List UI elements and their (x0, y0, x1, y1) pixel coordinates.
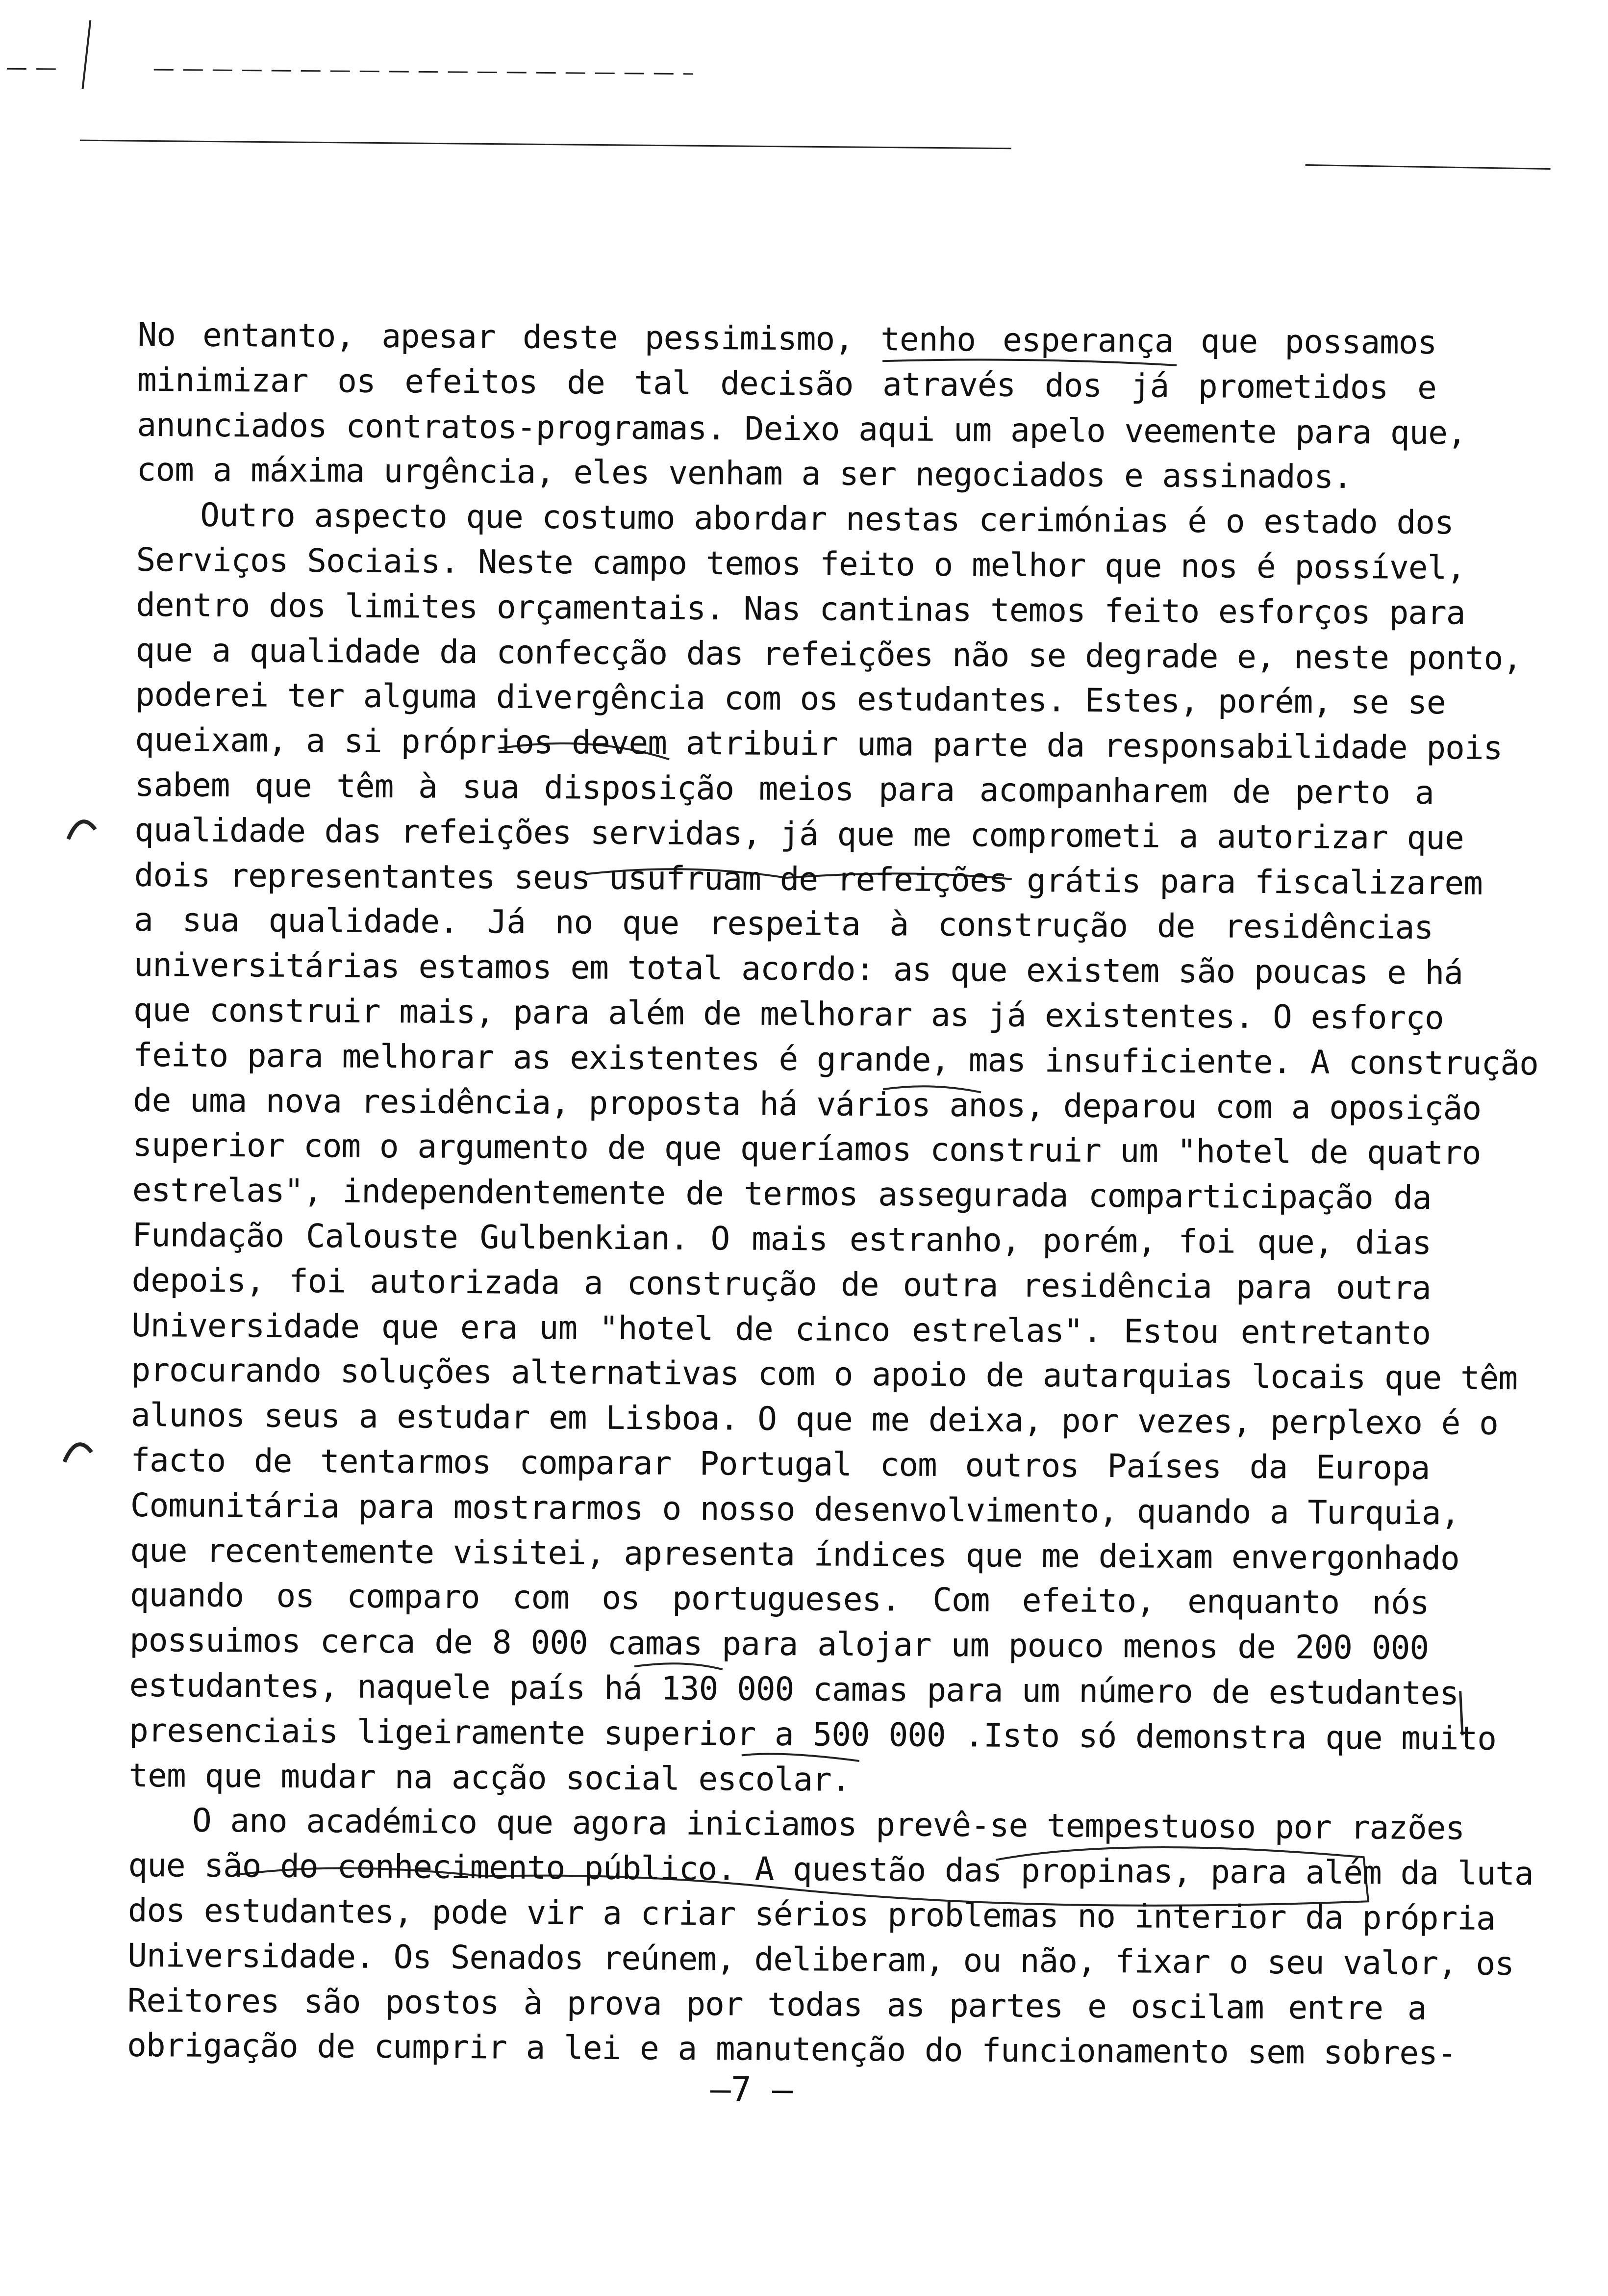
text-line: Universidade que era um "hotel de cinco estrelas". Estou entretanto (131, 1306, 1431, 1352)
text-line: estudantes, naquele país há 130 000 camas para um número de estudantes (129, 1666, 1459, 1712)
margin-arc (68, 821, 95, 839)
text-line: procurando soluções alternativas com o apoio de autarquias locais que têm (131, 1351, 1518, 1398)
text-line: estrelas", independentemente de termos assegurada comparticipação da (132, 1171, 1432, 1217)
text-line: poderei ter alguma divergência com os estudantes. Estes, porém, se se (135, 676, 1446, 722)
pen-stroke (83, 20, 91, 89)
text-line: dentro dos limites orçamentais. Nas cantinas temos feito esforços para (135, 586, 1465, 632)
text-line: No entanto, apesar deste pessimismo, tenho esperança que possamos (137, 315, 1437, 362)
text-line: com a máxima urgência, eles venham a ser negociados e assinados. (136, 451, 1353, 496)
text-line: facto de tentarmos comparar Portugal com outros Países da Europa (130, 1441, 1430, 1487)
text-line: Universidade. Os Senados reúnem, deliberam, ou não, fixar o seu valor, os (127, 1936, 1514, 1983)
text-line: O ano académico que agora iniciamos prevê-se tempestuoso por razões (192, 1802, 1465, 1847)
text-line: Fundação Calouste Gulbenkian. O mais estranho, porém, foi que, dias (132, 1216, 1432, 1262)
text-line: presenciais ligeiramente superior a 500 000 .Isto só demonstra que muito (128, 1711, 1497, 1758)
text-line: superior com o argumento de que queríamos construir um "hotel de quatro (132, 1126, 1481, 1173)
text-line: Outro aspecto que costumo abordar nestas cerimónias é o estado dos (200, 496, 1454, 542)
page-number: —7 — (710, 2069, 793, 2110)
text-line: sabem que têm à sua disposição meios para acompanharem de perto a (134, 765, 1434, 812)
text-line: dos estudantes, pode vir a criar sérios problemas no interior da própria (127, 1891, 1495, 1938)
text-line: queixam, a si próprios devem atribuir uma parte da responsabilidade pois (135, 721, 1503, 767)
text-line: depois, foi autorizada a construção de outra residência para outra (131, 1261, 1431, 1307)
text-line: feito para melhorar as existentes é grande, mas insuficiente. A construção (133, 1036, 1539, 1083)
text-line: que a qualidade da confecção das refeições não se degrade e, neste ponto, (135, 631, 1522, 677)
text-line: possuimos cerca de 8 000 camas para alojar um pouco menos de 200 000 (129, 1621, 1429, 1667)
text-line: que são do conhecimento público. A questão das propinas, para além da luta (128, 1846, 1534, 1893)
text-line: a sua qualidade. Já no que respeita à construção de residências (133, 901, 1433, 947)
text-line: que construir mais, para além de melhorar as já existentes. O esforço (133, 991, 1444, 1037)
text-line: Reitores são postos à prova por todas as partes e oscilam entre a (127, 1981, 1427, 2027)
text-line: dois representantes seus usufruam de refeições grátis para fiscalizarem (134, 856, 1483, 902)
text-line: tem que mudar na acção social escolar. (128, 1756, 851, 1799)
text-line: obrigação de cumprir a lei e a manutenção do funcionamento sem sobres- (126, 2026, 1457, 2072)
text-line: Serviços Sociais. Neste campo temos feito o melhor que nos é possível, (136, 540, 1466, 587)
text-line: quando os comparo com os portugueses. Com efeito, enquanto nós (129, 1576, 1429, 1622)
margin-arc (64, 1444, 91, 1462)
text-line: universitárias estamos em total acordo: as que existem são poucas e há (133, 946, 1463, 992)
text-line: de uma nova residência, proposta há vários anos, deparou com a oposição (132, 1081, 1482, 1127)
text-line: anunciados contratos-programas. Deixo aqui um apelo veemente para que, (137, 406, 1467, 452)
text-line: Comunitária para mostrarmos o nosso desenvolvimento, quando a Turquia, (130, 1486, 1460, 1532)
text-line: alunos seus a estudar em Lisboa. O que me deixa, por vezes, perplexo é o (130, 1396, 1499, 1443)
text-line: que recentemente visitei, apresenta índices que me deixam envergonhado (130, 1531, 1459, 1578)
text-line: qualidade das refeições servidas, já que me comprometi a autorizar que (134, 811, 1464, 857)
text-line: minimizar os efeitos de tal decisão através dos já prometidos e (137, 360, 1437, 407)
